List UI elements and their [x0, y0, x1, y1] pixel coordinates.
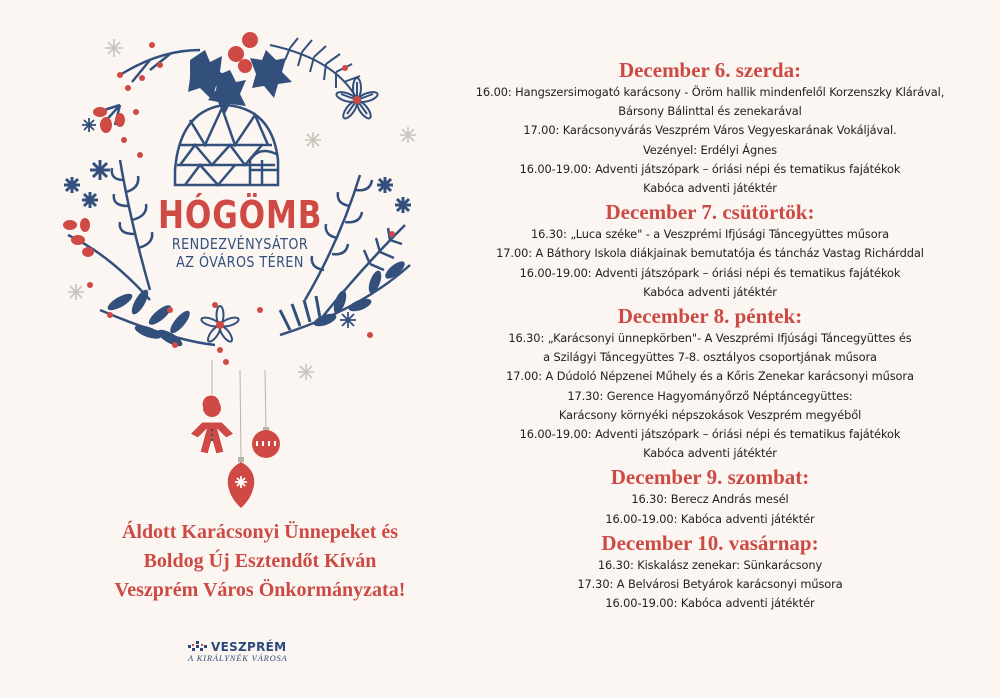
program-line: 16.00-19.00: Adventi játszópark – óriási népi és tematikus fajátékok	[519, 427, 901, 442]
day-section	[445, 531, 975, 614]
igloo-icon	[175, 105, 278, 185]
day-section	[445, 465, 975, 528]
day-heading: December 8. péntek:	[617, 304, 803, 329]
drop-ornament-icon	[228, 457, 254, 508]
day-section	[445, 304, 975, 463]
day-heading: December 9. szombat:	[610, 465, 810, 490]
pine-branch-icon	[270, 38, 360, 105]
program-line: Kabóca adventi játéktér	[643, 181, 777, 196]
day-heading: December 6. szerda:	[618, 58, 802, 82]
day-section	[445, 200, 975, 302]
program-line: Kabóca adventi játéktér	[643, 284, 777, 299]
program-line: 17.00: A Dúdoló Népzenei Műhely és a Kőris Zenekar karácsonyi műsora	[506, 369, 914, 384]
greeting-line: Boldog Új Esztendőt Kíván	[143, 550, 377, 572]
greeting-line: Áldott Karácsonyi Ünnepeket és	[121, 521, 399, 543]
day-section	[445, 58, 975, 198]
program-line: 16.30: „Karácsonyi ünnepkörben"- A Veszprémi Ifjúsági Táncegyüttes és	[508, 331, 912, 346]
greeting-line: Veszprém Város Önkormányzata!	[114, 579, 406, 601]
logo-name: VESZPRÉM	[211, 640, 287, 654]
program-line: Vezényel: Erdélyi Ágnes	[643, 142, 777, 157]
program-line: a Szilágyi Táncegyüttes 7-8. osztályos csoportjának műsora	[543, 350, 877, 365]
gingerbread-ornament-icon	[190, 395, 234, 454]
program-line: 17.00: Karácsonyvárás Veszprém Város Vegyeskarának Vokáljával.	[523, 123, 897, 138]
program-line: Karácsony környéki népszokások Veszprém megyéből	[558, 407, 862, 422]
bauble-ornament-icon	[252, 427, 280, 458]
program-line: 16.00: Hangszersimogató karácsony - Öröm hallik mindenfelől Korzenszky Klárával,	[475, 85, 945, 99]
berry-branch-icon	[98, 50, 200, 125]
program-line: 16.00-19.00: Adventi játszópark – óriási népi és tematikus fajátékok	[519, 265, 901, 280]
program-line: 16.30: Berecz András mesél	[631, 492, 789, 507]
event-subtitle-line-1: RENDEZVÉNYSÁTOR	[171, 235, 309, 253]
program-line: 17.00: A Báthory Iskola diákjainak bemutatója és táncház Vastag Richárddal	[496, 246, 924, 261]
holiday-greeting	[60, 518, 460, 605]
leaf-branch-icon	[100, 287, 215, 349]
program-line: 16.30: „Luca széke" - a Veszprémi Ifjúsági Táncegyüttes műsora	[530, 227, 890, 242]
program-line: 17.30: Gerence Hagyományőrző Néptáncegyüttes:	[567, 388, 853, 403]
day-heading: December 7. csütörtök:	[605, 200, 815, 225]
program-line: Bársony Bálinttal és zenekarával	[618, 104, 802, 119]
program-line: 16.00-19.00: Adventi játszópark – óriási népi és tematikus fajátékok	[519, 161, 901, 176]
program-line: 16.00-19.00: Kabóca adventi játéktér	[605, 596, 815, 611]
program-schedule	[445, 58, 975, 615]
logo-tagline: A KIRÁLYNÉK VÁROSA	[188, 653, 288, 663]
program-line: 16.30: Kiskalász zenekar: Sünkarácsony	[597, 557, 823, 572]
program-line: Kabóca adventi játéktér	[643, 446, 777, 461]
event-title-block	[140, 195, 340, 271]
event-subtitle-line-2: AZ ÓVÁROS TÉREN	[176, 253, 304, 271]
veszprem-logo	[188, 640, 308, 663]
event-title: HÓGÖMB	[158, 193, 323, 237]
program-line: 16.00-19.00: Kabóca adventi játéktér	[605, 511, 815, 526]
crown-logo-icon	[188, 641, 208, 653]
program-line: 17.30: A Belvárosi Betyárok karácsonyi műsora	[577, 577, 843, 592]
day-heading: December 10. vasárnap:	[601, 530, 819, 555]
left-panel	[0, 0, 460, 698]
